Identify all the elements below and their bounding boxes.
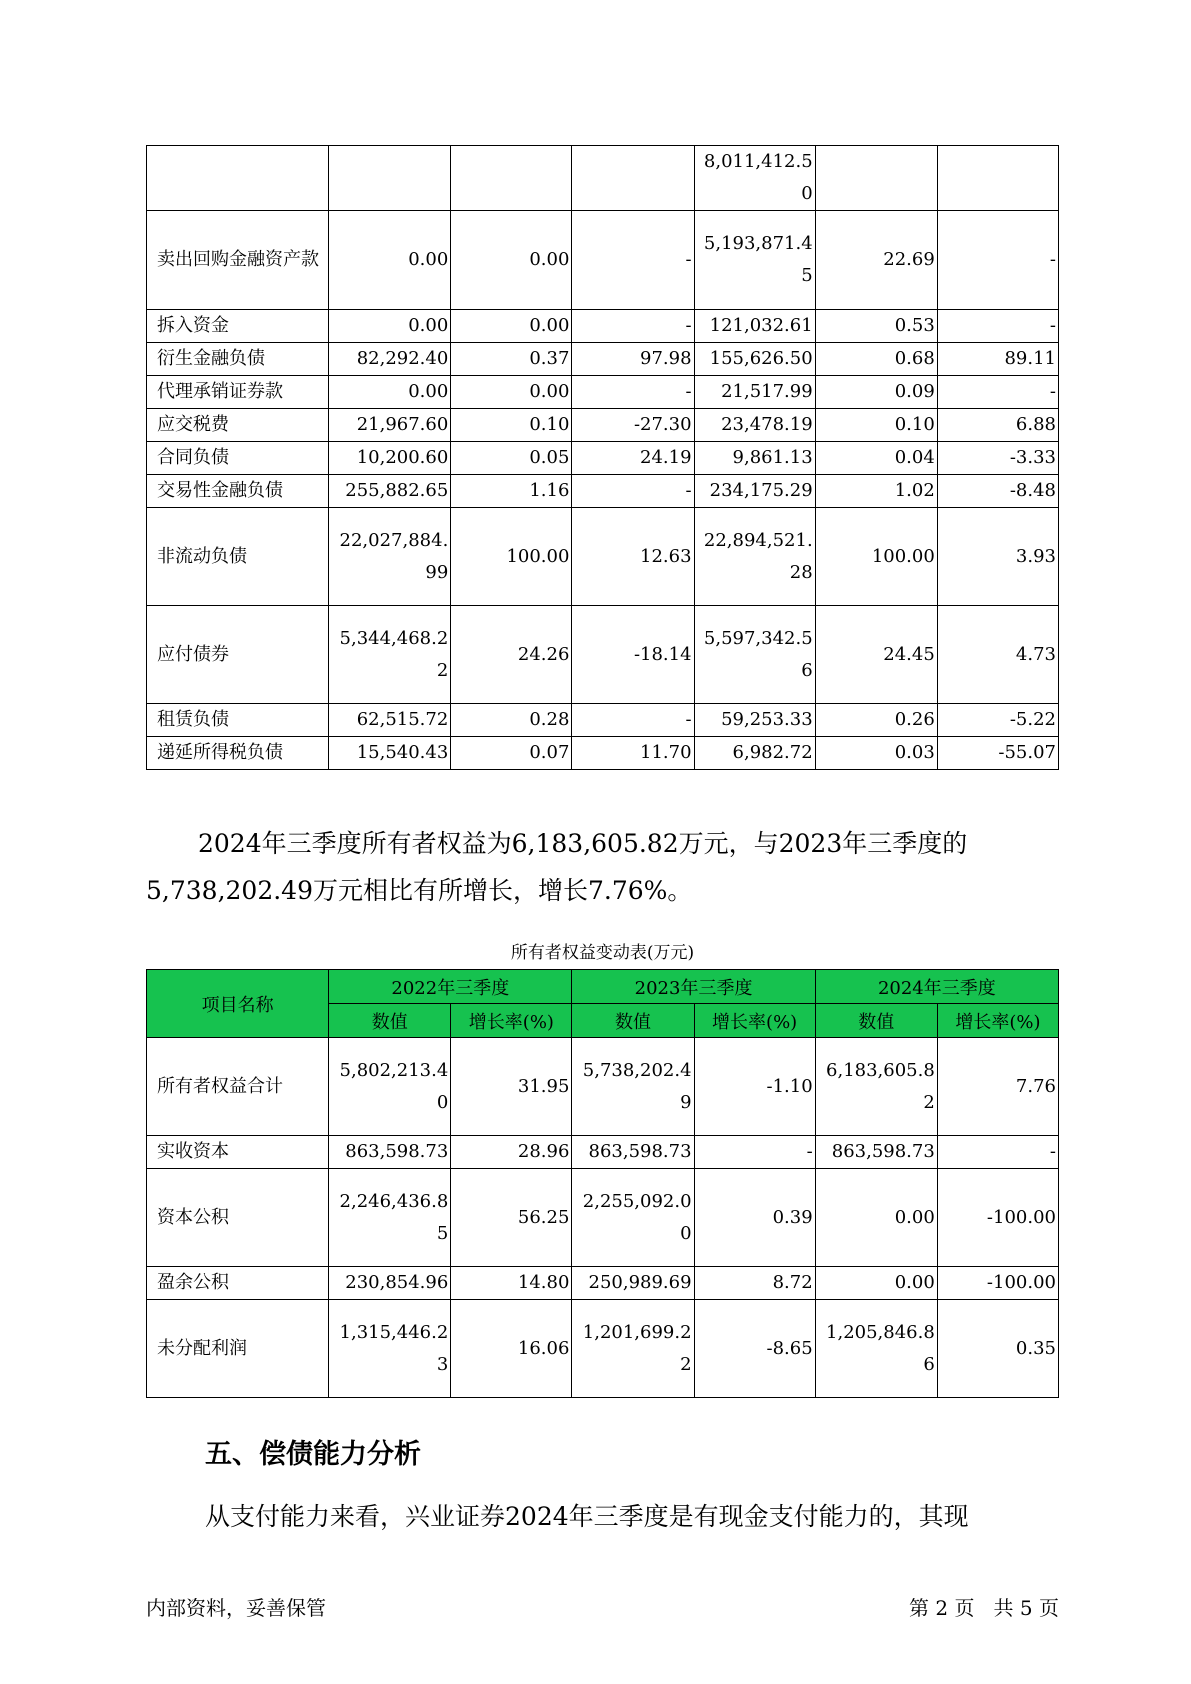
cell-value: 0.00	[329, 310, 451, 343]
cell-value: 0.28	[451, 704, 572, 737]
cell-value: 0.68	[815, 343, 937, 376]
header-value: 数值	[572, 1004, 694, 1038]
cell-growth: 14.80	[451, 1267, 572, 1300]
cell-value: 6,982.72	[694, 737, 815, 770]
header-growth: 增长率(%)	[937, 1004, 1058, 1038]
table-row	[147, 737, 1059, 770]
cell-value: 11.70	[572, 737, 694, 770]
cell-growth: -100.00	[937, 1169, 1058, 1267]
cell-value: 0.00	[815, 1169, 937, 1267]
header-period: 2022年三季度	[329, 970, 572, 1004]
cell-value: 0.00	[329, 376, 451, 409]
cell-value: 6,183,605.82	[815, 1038, 937, 1136]
cell-growth: -	[937, 1136, 1058, 1169]
cell-value: 0.53	[815, 310, 937, 343]
row-name	[147, 146, 329, 211]
row-name: 代理承销证券款	[147, 376, 329, 409]
cell-value: 24.26	[451, 606, 572, 704]
cell-value: -	[937, 376, 1058, 409]
equity-paragraph-line2: 5,738,202.49万元相比有所增长，增长7.76%。	[146, 876, 693, 905]
cell-growth: 31.95	[451, 1038, 572, 1136]
cell-value: 1,201,699.22	[572, 1300, 694, 1398]
row-name: 合同负债	[147, 442, 329, 475]
cell-value: 0.10	[815, 409, 937, 442]
cell-value: 24.19	[572, 442, 694, 475]
equity-paragraph-line1: 2024年三季度所有者权益为6,183,605.82万元，与2023年三季度的	[198, 829, 968, 858]
row-name: 实收资本	[147, 1136, 329, 1169]
row-name: 交易性金融负债	[147, 475, 329, 508]
row-name: 拆入资金	[147, 310, 329, 343]
cell-growth: 16.06	[451, 1300, 572, 1398]
cell-value: 0.05	[451, 442, 572, 475]
row-name: 应交税费	[147, 409, 329, 442]
table-row	[147, 1169, 1059, 1267]
cell-value: 863,598.73	[329, 1136, 451, 1169]
row-name: 未分配利润	[147, 1300, 329, 1398]
cell-value: 0.03	[815, 737, 937, 770]
cell-value: 5,802,213.40	[329, 1038, 451, 1136]
footer-page-number: 第 2 页 共 5 页	[909, 1596, 1059, 1620]
table-row	[147, 606, 1059, 704]
cell-value: 230,854.96	[329, 1267, 451, 1300]
cell-value: -	[572, 475, 694, 508]
cell-value: 863,598.73	[572, 1136, 694, 1169]
cell-growth: 8.72	[694, 1267, 815, 1300]
cell-value: 0.09	[815, 376, 937, 409]
cell-growth: -8.65	[694, 1300, 815, 1398]
cell-value: 1.02	[815, 475, 937, 508]
cell-value: 1,315,446.23	[329, 1300, 451, 1398]
cell-value: 22,027,884.99	[329, 508, 451, 606]
table-row	[147, 146, 1059, 211]
row-name: 盈余公积	[147, 1267, 329, 1300]
row-name: 所有者权益合计	[147, 1038, 329, 1136]
header-value: 数值	[329, 1004, 451, 1038]
cell-growth: -1.10	[694, 1038, 815, 1136]
cell-value: 250,989.69	[572, 1267, 694, 1300]
cell-value: -27.30	[572, 409, 694, 442]
cell-value: 24.45	[815, 606, 937, 704]
cell-value: 0.37	[451, 343, 572, 376]
cell-value: -18.14	[572, 606, 694, 704]
cell-value: 0.00	[451, 376, 572, 409]
cell-value: 89.11	[937, 343, 1058, 376]
table-row	[147, 1136, 1059, 1169]
cell-value: 255,882.65	[329, 475, 451, 508]
cell-value	[572, 146, 694, 211]
cell-value: 23,478.19	[694, 409, 815, 442]
table-header-row	[147, 970, 1059, 1004]
cell-value: 22.69	[815, 211, 937, 310]
cell-value	[451, 146, 572, 211]
cell-value: -	[937, 211, 1058, 310]
cell-value: -	[572, 704, 694, 737]
table-row	[147, 376, 1059, 409]
liabilities-table	[146, 145, 1059, 770]
cell-value: 0.00	[451, 211, 572, 310]
cell-value: 4.73	[937, 606, 1058, 704]
header-item-name: 项目名称	[147, 970, 329, 1038]
payment-paragraph: 从支付能力来看，兴业证券2024年三季度是有现金支付能力的，其现	[205, 1502, 969, 1531]
cell-value: 5,193,871.45	[694, 211, 815, 310]
cell-value: 3.93	[937, 508, 1058, 606]
cell-value: 0.00	[329, 211, 451, 310]
cell-value: 1,205,846.86	[815, 1300, 937, 1398]
cell-growth: 56.25	[451, 1169, 572, 1267]
equity-table	[146, 969, 1059, 1398]
cell-value: 62,515.72	[329, 704, 451, 737]
table-row	[147, 343, 1059, 376]
header-period: 2024年三季度	[815, 970, 1058, 1004]
cell-value: 15,540.43	[329, 737, 451, 770]
equity-table-caption: 所有者权益变动表(万元)	[510, 943, 695, 963]
cell-value: 100.00	[451, 508, 572, 606]
header-value: 数值	[815, 1004, 937, 1038]
cell-value: -8.48	[937, 475, 1058, 508]
cell-value	[329, 146, 451, 211]
cell-value: 21,967.60	[329, 409, 451, 442]
cell-value: -	[572, 376, 694, 409]
table-row	[147, 508, 1059, 606]
table-row	[147, 409, 1059, 442]
cell-value: 0.07	[451, 737, 572, 770]
cell-value: 0.10	[451, 409, 572, 442]
table-row	[147, 475, 1059, 508]
header-growth: 增长率(%)	[451, 1004, 572, 1038]
row-name: 卖出回购金融资产款	[147, 211, 329, 310]
header-period: 2023年三季度	[572, 970, 815, 1004]
cell-value: 2,246,436.85	[329, 1169, 451, 1267]
cell-value: 0.04	[815, 442, 937, 475]
cell-value: 5,597,342.56	[694, 606, 815, 704]
cell-value	[937, 146, 1058, 211]
cell-value: 9,861.13	[694, 442, 815, 475]
cell-value: 2,255,092.00	[572, 1169, 694, 1267]
footer-confidential-note: 内部资料，妥善保管	[146, 1596, 326, 1620]
cell-value: 234,175.29	[694, 475, 815, 508]
row-name: 递延所得税负债	[147, 737, 329, 770]
cell-value: -	[937, 310, 1058, 343]
row-name: 应付债券	[147, 606, 329, 704]
cell-value: 5,344,468.22	[329, 606, 451, 704]
cell-value: 21,517.99	[694, 376, 815, 409]
cell-value: 0.26	[815, 704, 937, 737]
table-row	[147, 1300, 1059, 1398]
cell-growth: 28.96	[451, 1136, 572, 1169]
cell-value: 863,598.73	[815, 1136, 937, 1169]
cell-value: 6.88	[937, 409, 1058, 442]
cell-value: 12.63	[572, 508, 694, 606]
cell-value: 100.00	[815, 508, 937, 606]
cell-value: 82,292.40	[329, 343, 451, 376]
row-name: 衍生金融负债	[147, 343, 329, 376]
table-row	[147, 442, 1059, 475]
table-row	[147, 1038, 1059, 1136]
cell-value: 8,011,412.50	[694, 146, 815, 211]
cell-value: 155,626.50	[694, 343, 815, 376]
cell-value: -3.33	[937, 442, 1058, 475]
cell-growth: -100.00	[937, 1267, 1058, 1300]
cell-value: -	[572, 211, 694, 310]
cell-growth: -	[694, 1136, 815, 1169]
table-row	[147, 310, 1059, 343]
cell-growth: 0.35	[937, 1300, 1058, 1398]
section-heading: 五、偿债能力分析	[205, 1439, 421, 1470]
cell-value: 0.00	[451, 310, 572, 343]
cell-value: 121,032.61	[694, 310, 815, 343]
cell-value: 22,894,521.28	[694, 508, 815, 606]
cell-growth: 0.39	[694, 1169, 815, 1267]
cell-value: -5.22	[937, 704, 1058, 737]
row-name: 租赁负债	[147, 704, 329, 737]
table-row	[147, 704, 1059, 737]
header-growth: 增长率(%)	[694, 1004, 815, 1038]
row-name: 非流动负债	[147, 508, 329, 606]
cell-value	[815, 146, 937, 211]
table-row	[147, 1267, 1059, 1300]
table-row	[147, 211, 1059, 310]
cell-value: 97.98	[572, 343, 694, 376]
cell-growth: 7.76	[937, 1038, 1058, 1136]
equity-paragraph	[146, 820, 1066, 914]
cell-value: -	[572, 310, 694, 343]
cell-value: 10,200.60	[329, 442, 451, 475]
cell-value: 0.00	[815, 1267, 937, 1300]
cell-value: -55.07	[937, 737, 1058, 770]
cell-value: 1.16	[451, 475, 572, 508]
row-name: 资本公积	[147, 1169, 329, 1267]
cell-value: 5,738,202.49	[572, 1038, 694, 1136]
cell-value: 59,253.33	[694, 704, 815, 737]
